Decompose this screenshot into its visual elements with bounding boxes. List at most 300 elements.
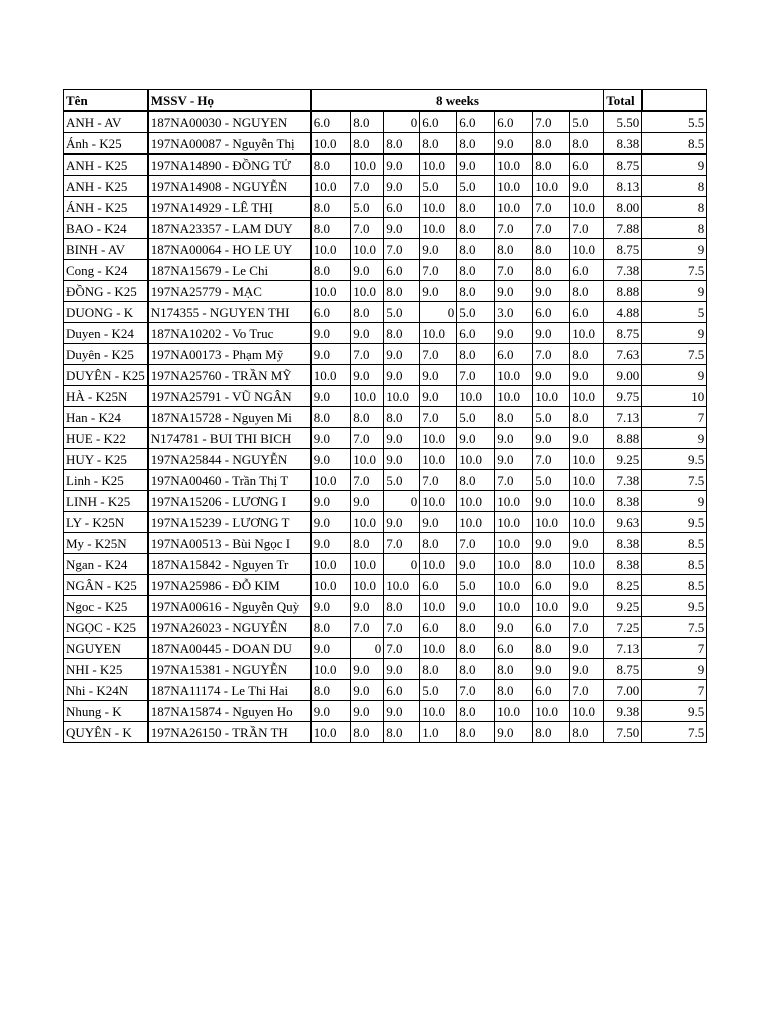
cell-week-5[interactable]: 8.0 [457, 218, 495, 239]
cell-week-2[interactable]: 10.0 [351, 239, 384, 260]
cell-week-6[interactable]: 10.0 [495, 365, 533, 386]
cell-name[interactable]: BAO - K24 [64, 218, 148, 239]
cell-week-4[interactable]: 1.0 [420, 722, 457, 743]
cell-final[interactable]: 9 [642, 323, 707, 344]
cell-week-1[interactable]: 10.0 [311, 554, 351, 575]
cell-week-6[interactable]: 9.0 [495, 617, 533, 638]
cell-final[interactable]: 8 [642, 197, 707, 218]
cell-week-5[interactable]: 8.0 [457, 701, 495, 722]
cell-week-8[interactable]: 10.0 [570, 323, 604, 344]
cell-total[interactable]: 7.13 [604, 407, 642, 428]
cell-mssv[interactable]: N174781 - BUI THI BICH [148, 428, 311, 449]
cell-week-2[interactable]: 9.0 [351, 365, 384, 386]
cell-week-8[interactable]: 5.0 [570, 111, 604, 133]
cell-week-6[interactable]: 9.0 [495, 323, 533, 344]
cell-name[interactable]: Ngoc - K25 [64, 596, 148, 617]
cell-week-3[interactable]: 8.0 [384, 281, 420, 302]
cell-week-5[interactable]: 9.0 [457, 596, 495, 617]
cell-total[interactable]: 8.13 [604, 176, 642, 197]
cell-week-7[interactable]: 9.0 [533, 281, 570, 302]
cell-final[interactable]: 10 [642, 386, 707, 407]
cell-mssv[interactable]: 197NA14929 - LÊ THỊ [148, 197, 311, 218]
cell-week-5[interactable]: 5.0 [457, 176, 495, 197]
cell-week-2[interactable]: 7.0 [351, 218, 384, 239]
cell-week-7[interactable]: 6.0 [533, 680, 570, 701]
cell-week-6[interactable]: 9.0 [495, 428, 533, 449]
cell-week-6[interactable]: 6.0 [495, 344, 533, 365]
cell-week-2[interactable]: 8.0 [351, 533, 384, 554]
cell-week-6[interactable]: 7.0 [495, 470, 533, 491]
cell-final[interactable]: 9.5 [642, 701, 707, 722]
cell-week-2[interactable]: 8.0 [351, 111, 384, 133]
cell-week-6[interactable]: 10.0 [495, 533, 533, 554]
cell-week-8[interactable]: 9.0 [570, 428, 604, 449]
cell-week-1[interactable]: 8.0 [311, 218, 351, 239]
cell-mssv[interactable]: 197NA14890 - ĐỒNG TỬ [148, 154, 311, 176]
cell-week-2[interactable]: 9.0 [351, 596, 384, 617]
cell-week-4[interactable]: 10.0 [420, 428, 457, 449]
cell-mssv[interactable]: 197NA00087 - Nguyễn Thị [148, 133, 311, 155]
cell-week-1[interactable]: 6.0 [311, 111, 351, 133]
cell-week-7[interactable]: 8.0 [533, 638, 570, 659]
cell-final[interactable]: 7.5 [642, 260, 707, 281]
cell-name[interactable]: My - K25N [64, 533, 148, 554]
cell-week-4[interactable]: 6.0 [420, 111, 457, 133]
cell-week-7[interactable]: 5.0 [533, 470, 570, 491]
cell-week-4[interactable]: 7.0 [420, 407, 457, 428]
cell-week-1[interactable]: 9.0 [311, 386, 351, 407]
cell-week-7[interactable]: 10.0 [533, 701, 570, 722]
cell-week-2[interactable]: 9.0 [351, 680, 384, 701]
cell-week-4[interactable]: 10.0 [420, 596, 457, 617]
cell-mssv[interactable]: 197NA00173 - Phạm Mỹ [148, 344, 311, 365]
cell-mssv[interactable]: 187NA00445 - DOAN DU [148, 638, 311, 659]
cell-final[interactable]: 7.5 [642, 470, 707, 491]
cell-week-4[interactable]: 8.0 [420, 659, 457, 680]
cell-week-1[interactable]: 8.0 [311, 617, 351, 638]
cell-week-5[interactable]: 8.0 [457, 260, 495, 281]
cell-week-2[interactable]: 7.0 [351, 617, 384, 638]
cell-name[interactable]: NGÂN - K25 [64, 575, 148, 596]
cell-week-6[interactable]: 10.0 [495, 512, 533, 533]
cell-week-4[interactable]: 5.0 [420, 176, 457, 197]
cell-week-8[interactable]: 10.0 [570, 449, 604, 470]
cell-week-7[interactable]: 7.0 [533, 218, 570, 239]
cell-week-2[interactable]: 7.0 [351, 344, 384, 365]
cell-week-5[interactable]: 8.0 [457, 638, 495, 659]
cell-total[interactable]: 7.88 [604, 218, 642, 239]
cell-week-5[interactable]: 8.0 [457, 470, 495, 491]
cell-name[interactable]: HUE - K22 [64, 428, 148, 449]
cell-week-1[interactable]: 10.0 [311, 133, 351, 155]
cell-week-4[interactable]: 10.0 [420, 638, 457, 659]
cell-week-5[interactable]: 10.0 [457, 512, 495, 533]
cell-week-8[interactable]: 10.0 [570, 512, 604, 533]
cell-week-8[interactable]: 8.0 [570, 281, 604, 302]
cell-week-5[interactable]: 10.0 [457, 386, 495, 407]
cell-total[interactable]: 7.38 [604, 260, 642, 281]
cell-week-2[interactable]: 10.0 [351, 386, 384, 407]
cell-total[interactable]: 7.00 [604, 680, 642, 701]
cell-week-3[interactable]: 9.0 [384, 344, 420, 365]
cell-total[interactable]: 8.38 [604, 533, 642, 554]
cell-week-4[interactable]: 10.0 [420, 554, 457, 575]
cell-total[interactable]: 8.88 [604, 281, 642, 302]
cell-week-2[interactable]: 10.0 [351, 554, 384, 575]
cell-week-8[interactable]: 9.0 [570, 596, 604, 617]
cell-week-8[interactable]: 10.0 [570, 491, 604, 512]
cell-name[interactable]: Duyen - K24 [64, 323, 148, 344]
cell-week-4[interactable]: 9.0 [420, 365, 457, 386]
cell-week-8[interactable]: 9.0 [570, 176, 604, 197]
cell-week-4[interactable]: 10.0 [420, 197, 457, 218]
cell-final[interactable]: 8.5 [642, 533, 707, 554]
cell-week-4[interactable]: 9.0 [420, 239, 457, 260]
cell-week-4[interactable]: 7.0 [420, 260, 457, 281]
cell-week-2[interactable]: 9.0 [351, 323, 384, 344]
cell-week-3[interactable]: 9.0 [384, 659, 420, 680]
cell-name[interactable]: HUY - K25 [64, 449, 148, 470]
cell-mssv[interactable]: 197NA00460 - Trần Thị T [148, 470, 311, 491]
cell-week-7[interactable]: 8.0 [533, 133, 570, 155]
cell-name[interactable]: NGUYEN [64, 638, 148, 659]
cell-week-8[interactable]: 6.0 [570, 260, 604, 281]
cell-week-1[interactable]: 9.0 [311, 512, 351, 533]
cell-week-8[interactable]: 10.0 [570, 470, 604, 491]
cell-mssv[interactable]: 197NA25760 - TRẦN MỸ [148, 365, 311, 386]
cell-week-8[interactable]: 9.0 [570, 575, 604, 596]
cell-mssv[interactable]: 197NA00513 - Bùi Ngọc I [148, 533, 311, 554]
cell-week-1[interactable]: 10.0 [311, 239, 351, 260]
cell-week-5[interactable]: 10.0 [457, 491, 495, 512]
cell-total[interactable]: 4.88 [604, 302, 642, 323]
cell-week-5[interactable]: 8.0 [457, 133, 495, 155]
cell-week-6[interactable]: 8.0 [495, 680, 533, 701]
cell-mssv[interactable]: 187NA11174 - Le Thi Hai [148, 680, 311, 701]
cell-mssv[interactable]: 197NA15381 - NGUYỄN [148, 659, 311, 680]
cell-name[interactable]: ANH - K25 [64, 154, 148, 176]
cell-total[interactable]: 7.38 [604, 470, 642, 491]
cell-week-7[interactable]: 7.0 [533, 344, 570, 365]
cell-final[interactable]: 7 [642, 680, 707, 701]
cell-week-8[interactable]: 8.0 [570, 133, 604, 155]
cell-week-1[interactable]: 8.0 [311, 197, 351, 218]
cell-week-6[interactable]: 10.0 [495, 575, 533, 596]
cell-mssv[interactable]: 197NA15239 - LƯƠNG T [148, 512, 311, 533]
cell-final[interactable]: 9.5 [642, 512, 707, 533]
cell-week-3[interactable]: 8.0 [384, 722, 420, 743]
cell-week-2[interactable]: 10.0 [351, 512, 384, 533]
cell-final[interactable]: 7.5 [642, 344, 707, 365]
cell-week-1[interactable]: 8.0 [311, 260, 351, 281]
cell-week-3[interactable]: 8.0 [384, 323, 420, 344]
cell-week-3[interactable]: 0 [384, 111, 420, 133]
cell-week-2[interactable]: 10.0 [351, 449, 384, 470]
cell-week-7[interactable]: 8.0 [533, 154, 570, 176]
cell-week-3[interactable]: 9.0 [384, 365, 420, 386]
cell-week-7[interactable]: 5.0 [533, 407, 570, 428]
cell-week-7[interactable]: 7.0 [533, 449, 570, 470]
cell-week-3[interactable]: 9.0 [384, 512, 420, 533]
cell-week-1[interactable]: 9.0 [311, 491, 351, 512]
cell-week-1[interactable]: 8.0 [311, 154, 351, 176]
cell-mssv[interactable]: 187NA23357 - LAM DUY [148, 218, 311, 239]
cell-final[interactable]: 9 [642, 659, 707, 680]
cell-week-3[interactable]: 10.0 [384, 386, 420, 407]
cell-week-6[interactable]: 8.0 [495, 407, 533, 428]
cell-total[interactable]: 7.63 [604, 344, 642, 365]
cell-week-8[interactable]: 8.0 [570, 344, 604, 365]
cell-week-7[interactable]: 9.0 [533, 428, 570, 449]
cell-week-6[interactable]: 10.0 [495, 596, 533, 617]
cell-week-2[interactable]: 9.0 [351, 701, 384, 722]
cell-name[interactable]: QUYÊN - K [64, 722, 148, 743]
cell-week-6[interactable]: 10.0 [495, 176, 533, 197]
cell-week-2[interactable]: 7.0 [351, 470, 384, 491]
cell-week-2[interactable]: 10.0 [351, 575, 384, 596]
cell-week-5[interactable]: 6.0 [457, 111, 495, 133]
cell-week-5[interactable]: 8.0 [457, 344, 495, 365]
cell-week-6[interactable]: 10.0 [495, 554, 533, 575]
cell-mssv[interactable]: 197NA26023 - NGUYỄN [148, 617, 311, 638]
cell-week-3[interactable]: 9.0 [384, 176, 420, 197]
cell-week-4[interactable]: 10.0 [420, 701, 457, 722]
cell-week-5[interactable]: 8.0 [457, 281, 495, 302]
cell-total[interactable]: 5.50 [604, 111, 642, 133]
cell-week-4[interactable]: 9.0 [420, 386, 457, 407]
cell-mssv[interactable]: 187NA15874 - Nguyen Ho [148, 701, 311, 722]
cell-name[interactable]: ANH - AV [64, 111, 148, 133]
cell-total[interactable]: 9.63 [604, 512, 642, 533]
cell-week-2[interactable]: 7.0 [351, 428, 384, 449]
cell-week-6[interactable]: 7.0 [495, 218, 533, 239]
cell-mssv[interactable]: 187NA15842 - Nguyen Tr [148, 554, 311, 575]
cell-week-5[interactable]: 5.0 [457, 575, 495, 596]
cell-week-3[interactable]: 5.0 [384, 470, 420, 491]
cell-week-7[interactable]: 8.0 [533, 722, 570, 743]
cell-week-8[interactable]: 10.0 [570, 239, 604, 260]
cell-week-4[interactable]: 9.0 [420, 281, 457, 302]
cell-week-3[interactable]: 0 [384, 554, 420, 575]
cell-mssv[interactable]: 187NA00030 - NGUYEN [148, 111, 311, 133]
cell-week-6[interactable]: 10.0 [495, 701, 533, 722]
cell-week-2[interactable]: 8.0 [351, 133, 384, 155]
cell-week-3[interactable]: 10.0 [384, 575, 420, 596]
cell-week-7[interactable]: 8.0 [533, 239, 570, 260]
cell-week-6[interactable]: 3.0 [495, 302, 533, 323]
cell-week-4[interactable]: 8.0 [420, 533, 457, 554]
cell-name[interactable]: LINH - K25 [64, 491, 148, 512]
cell-name[interactable]: LY - K25N [64, 512, 148, 533]
cell-final[interactable]: 9.5 [642, 596, 707, 617]
cell-total[interactable]: 8.25 [604, 575, 642, 596]
cell-mssv[interactable]: 197NA14908 - NGUYỄN [148, 176, 311, 197]
cell-week-8[interactable]: 8.0 [570, 722, 604, 743]
cell-final[interactable]: 7 [642, 638, 707, 659]
cell-week-4[interactable]: 6.0 [420, 575, 457, 596]
cell-week-5[interactable]: 8.0 [457, 659, 495, 680]
cell-mssv[interactable]: N174355 - NGUYEN THI [148, 302, 311, 323]
cell-week-1[interactable]: 9.0 [311, 533, 351, 554]
cell-week-6[interactable]: 10.0 [495, 491, 533, 512]
cell-mssv[interactable]: 187NA10202 - Vo Truc [148, 323, 311, 344]
cell-name[interactable]: HÀ - K25N [64, 386, 148, 407]
cell-mssv[interactable]: 197NA00616 - Nguyễn Quỳ [148, 596, 311, 617]
cell-total[interactable]: 7.25 [604, 617, 642, 638]
cell-week-3[interactable]: 5.0 [384, 302, 420, 323]
cell-week-7[interactable]: 8.0 [533, 260, 570, 281]
cell-week-6[interactable]: 9.0 [495, 449, 533, 470]
cell-week-6[interactable]: 7.0 [495, 260, 533, 281]
cell-mssv[interactable]: 187NA15728 - Nguyen Mi [148, 407, 311, 428]
cell-week-3[interactable]: 6.0 [384, 680, 420, 701]
cell-total[interactable]: 8.38 [604, 491, 642, 512]
cell-week-7[interactable]: 10.0 [533, 176, 570, 197]
cell-week-3[interactable]: 7.0 [384, 239, 420, 260]
cell-week-1[interactable]: 9.0 [311, 701, 351, 722]
cell-week-2[interactable]: 7.0 [351, 176, 384, 197]
cell-week-8[interactable]: 10.0 [570, 554, 604, 575]
cell-week-3[interactable]: 9.0 [384, 701, 420, 722]
cell-mssv[interactable]: 197NA26150 - TRẦN TH [148, 722, 311, 743]
cell-week-5[interactable]: 7.0 [457, 365, 495, 386]
cell-week-2[interactable]: 9.0 [351, 491, 384, 512]
cell-week-7[interactable]: 6.0 [533, 302, 570, 323]
cell-name[interactable]: Nhi - K24N [64, 680, 148, 701]
cell-name[interactable]: Nhung - K [64, 701, 148, 722]
cell-week-8[interactable]: 6.0 [570, 302, 604, 323]
cell-week-5[interactable]: 8.0 [457, 722, 495, 743]
cell-week-3[interactable]: 9.0 [384, 428, 420, 449]
cell-week-1[interactable]: 9.0 [311, 428, 351, 449]
cell-week-8[interactable]: 8.0 [570, 407, 604, 428]
cell-week-1[interactable]: 9.0 [311, 323, 351, 344]
cell-week-7[interactable]: 10.0 [533, 596, 570, 617]
cell-week-2[interactable]: 8.0 [351, 302, 384, 323]
cell-name[interactable]: BINH - AV [64, 239, 148, 260]
cell-week-5[interactable]: 9.0 [457, 428, 495, 449]
cell-week-8[interactable]: 9.0 [570, 659, 604, 680]
cell-final[interactable]: 7 [642, 407, 707, 428]
cell-name[interactable]: Ánh - K25 [64, 133, 148, 155]
cell-week-6[interactable]: 8.0 [495, 239, 533, 260]
cell-week-3[interactable]: 9.0 [384, 218, 420, 239]
cell-week-2[interactable]: 9.0 [351, 260, 384, 281]
cell-week-7[interactable]: 9.0 [533, 659, 570, 680]
cell-week-4[interactable]: 10.0 [420, 449, 457, 470]
cell-week-6[interactable]: 6.0 [495, 111, 533, 133]
cell-total[interactable]: 8.38 [604, 133, 642, 155]
cell-name[interactable]: ÁNH - K25 [64, 197, 148, 218]
cell-week-1[interactable]: 9.0 [311, 596, 351, 617]
cell-week-5[interactable]: 5.0 [457, 407, 495, 428]
cell-total[interactable]: 9.25 [604, 449, 642, 470]
cell-final[interactable]: 9 [642, 154, 707, 176]
cell-week-7[interactable]: 9.0 [533, 491, 570, 512]
cell-week-3[interactable]: 9.0 [384, 154, 420, 176]
cell-week-2[interactable]: 10.0 [351, 154, 384, 176]
cell-final[interactable]: 8.5 [642, 133, 707, 155]
cell-final[interactable]: 9.5 [642, 449, 707, 470]
cell-week-5[interactable]: 9.0 [457, 154, 495, 176]
cell-name[interactable]: ĐỒNG - K25 [64, 281, 148, 302]
cell-week-5[interactable]: 10.0 [457, 449, 495, 470]
cell-week-1[interactable]: 10.0 [311, 659, 351, 680]
cell-final[interactable]: 8.5 [642, 554, 707, 575]
cell-week-4[interactable]: 5.0 [420, 680, 457, 701]
cell-name[interactable]: DUONG - K [64, 302, 148, 323]
cell-week-4[interactable]: 7.0 [420, 470, 457, 491]
cell-week-6[interactable]: 9.0 [495, 133, 533, 155]
cell-week-1[interactable]: 8.0 [311, 680, 351, 701]
cell-week-6[interactable]: 10.0 [495, 154, 533, 176]
cell-name[interactable]: Duyên - K25 [64, 344, 148, 365]
cell-mssv[interactable]: 197NA15206 - LƯƠNG I [148, 491, 311, 512]
cell-name[interactable]: Han - K24 [64, 407, 148, 428]
cell-total[interactable]: 8.75 [604, 239, 642, 260]
cell-total[interactable]: 8.75 [604, 323, 642, 344]
cell-week-5[interactable]: 5.0 [457, 302, 495, 323]
cell-final[interactable]: 8.5 [642, 575, 707, 596]
cell-week-1[interactable]: 8.0 [311, 407, 351, 428]
cell-total[interactable]: 9.25 [604, 596, 642, 617]
cell-week-3[interactable]: 6.0 [384, 260, 420, 281]
cell-name[interactable]: ANH - K25 [64, 176, 148, 197]
cell-week-4[interactable]: 9.0 [420, 512, 457, 533]
cell-week-3[interactable]: 8.0 [384, 596, 420, 617]
cell-mssv[interactable]: 197NA25779 - MẠC [148, 281, 311, 302]
cell-name[interactable]: Cong - K24 [64, 260, 148, 281]
cell-final[interactable]: 9 [642, 365, 707, 386]
cell-week-1[interactable]: 9.0 [311, 344, 351, 365]
cell-week-7[interactable]: 9.0 [533, 533, 570, 554]
cell-week-7[interactable]: 6.0 [533, 617, 570, 638]
cell-week-1[interactable]: 9.0 [311, 638, 351, 659]
cell-week-5[interactable]: 6.0 [457, 323, 495, 344]
cell-week-6[interactable]: 10.0 [495, 197, 533, 218]
cell-week-1[interactable]: 10.0 [311, 575, 351, 596]
cell-week-3[interactable]: 0 [384, 491, 420, 512]
cell-total[interactable]: 9.38 [604, 701, 642, 722]
cell-final[interactable]: 5.5 [642, 111, 707, 133]
cell-week-7[interactable]: 10.0 [533, 386, 570, 407]
cell-week-1[interactable]: 10.0 [311, 722, 351, 743]
cell-final[interactable]: 9 [642, 428, 707, 449]
cell-week-1[interactable]: 10.0 [311, 470, 351, 491]
cell-week-8[interactable]: 7.0 [570, 680, 604, 701]
cell-week-2[interactable]: 5.0 [351, 197, 384, 218]
cell-final[interactable]: 7.5 [642, 722, 707, 743]
cell-week-4[interactable]: 10.0 [420, 491, 457, 512]
cell-week-4[interactable]: 10.0 [420, 154, 457, 176]
cell-week-8[interactable]: 9.0 [570, 365, 604, 386]
cell-total[interactable]: 7.50 [604, 722, 642, 743]
cell-mssv[interactable]: 187NA00064 - HO LE UY [148, 239, 311, 260]
cell-week-3[interactable]: 9.0 [384, 449, 420, 470]
cell-week-4[interactable]: 7.0 [420, 344, 457, 365]
cell-week-3[interactable]: 7.0 [384, 617, 420, 638]
cell-final[interactable]: 9 [642, 239, 707, 260]
cell-week-5[interactable]: 7.0 [457, 680, 495, 701]
cell-week-1[interactable]: 9.0 [311, 449, 351, 470]
cell-week-8[interactable]: 9.0 [570, 638, 604, 659]
cell-week-6[interactable]: 8.0 [495, 659, 533, 680]
cell-name[interactable]: Ngan - K24 [64, 554, 148, 575]
cell-total[interactable]: 8.75 [604, 659, 642, 680]
cell-week-8[interactable]: 10.0 [570, 197, 604, 218]
cell-name[interactable]: DUYÊN - K25 [64, 365, 148, 386]
cell-week-7[interactable]: 10.0 [533, 512, 570, 533]
